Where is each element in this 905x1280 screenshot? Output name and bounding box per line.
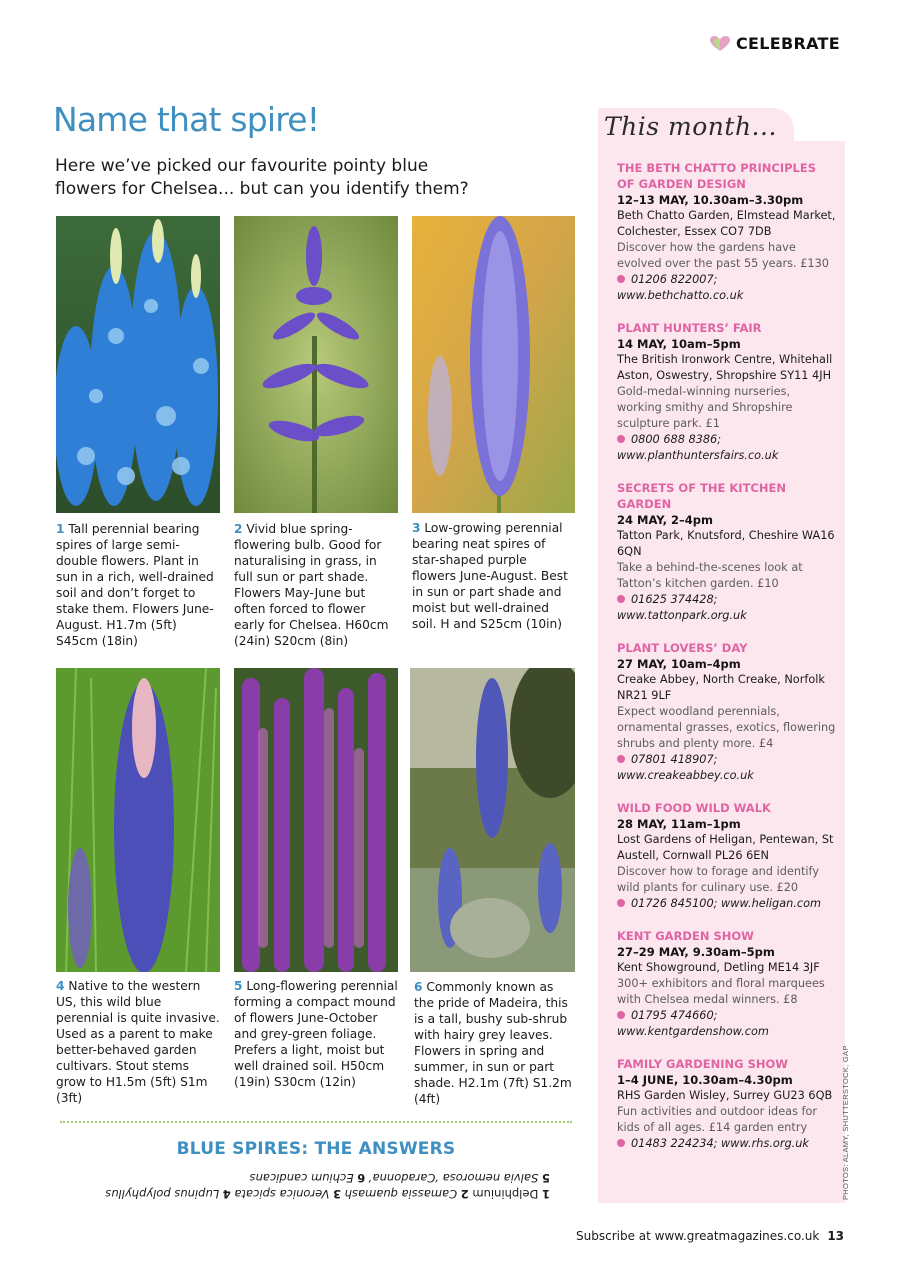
- heart-icon: [710, 36, 730, 52]
- caption-6: 6 Commonly known as the pride of Madeira, this is a tall, bushy sub-shrub with hairy grey leaves. Flowers in spring and summer, in sun or part shade. H2.1m (7ft) S1.2m (4ft): [414, 980, 572, 1106]
- intro-text: Here we’ve picked our favourite pointy blue flowers for Chelsea... but can you identify them?: [55, 156, 469, 199]
- event-contact[interactable]: 07801 418907; www.creakeabbey.co.uk: [617, 753, 754, 782]
- event-item: [617, 160, 837, 304]
- event-venue: Kent Showground, Detling ME14 3JF: [617, 961, 820, 974]
- bullet-dot-icon: [617, 755, 625, 763]
- event-contact[interactable]: 0800 688 8386; www.planthuntersfairs.co.uk: [617, 433, 779, 462]
- event-item: [617, 1056, 837, 1152]
- event-contact[interactable]: 01206 822007; www.bethchatto.co.uk: [617, 273, 744, 302]
- event-description: Gold-medal-winning nurseries, working smithy and Shropshire sculpture park. £1: [617, 385, 793, 430]
- event-venue: Creake Abbey, North Creake, Norfolk NR21 9LF: [617, 673, 825, 702]
- caption-2: 2 Vivid blue spring-flowering bulb. Good for naturalising in grass, in full sun or part shade. Flowers May-June but often forced to flower early for Chelsea. H60cm (24in) S20cm (8in): [234, 522, 389, 648]
- event-title: FAMILY GARDENING SHOW: [617, 1057, 788, 1071]
- event-title: KENT GARDEN SHOW: [617, 929, 754, 943]
- event-item: [617, 480, 837, 624]
- footer: [576, 1229, 844, 1243]
- event-title: WILD FOOD WILD WALK: [617, 801, 771, 815]
- photo-credits: PHOTOS: ALAMY, SHUTTERSTOCK, GAP: [841, 1045, 850, 1200]
- bullet-dot-icon: [617, 435, 625, 443]
- caption-3: 3 Low-growing perennial bearing neat spires of star-shaped purple flowers June-August. Best in sun or part shade and moist but well-drained soil. H and S25cm (10in): [412, 521, 568, 631]
- event-date: 12–13 MAY, 10.30am–3.30pm: [617, 193, 804, 207]
- delphinium-photo: [56, 216, 220, 513]
- event-item: [617, 800, 837, 912]
- event-description: Discover how the gardens have evolved over the past 55 years. £130: [617, 241, 829, 270]
- event-venue: Beth Chatto Garden, Elmstead Market, Colchester, Essex CO7 7DB: [617, 209, 836, 238]
- event-description: Take a behind-the-scenes look at Tatton’s kitchen garden. £10: [617, 561, 803, 590]
- section-label: CELEBRATE: [736, 34, 840, 53]
- event-item: [617, 928, 837, 1040]
- caption-1: 1 Tall perennial bearing spires of large semi-double flowers. Plant in sun in a rich, well-drained soil and don’t forget to stake them. Flowers June-August. H1.7m (5ft) S45cm (18in): [56, 522, 214, 648]
- subscribe-link[interactable]: Subscribe at www.greatmagazines.co.uk: [576, 1229, 820, 1243]
- event-title: PLANT HUNTERS’ FAIR: [617, 321, 762, 335]
- caption-5: 5 Long-flowering perennial forming a compact mound of flowers June-October and grey-green foliage. Prefers a light, moist but well drained soil. H50cm (19in) S30cm (12in): [234, 979, 398, 1089]
- event-date: 24 MAY, 2–4pm: [617, 513, 714, 527]
- page-number: 13: [827, 1229, 845, 1243]
- event-date: 27 MAY, 10am–4pm: [617, 657, 741, 671]
- echium-photo: [410, 668, 575, 972]
- camassia-photo: [234, 216, 398, 513]
- event-title: PLANT LOVERS’ DAY: [617, 641, 748, 655]
- section-tag: [710, 34, 840, 53]
- bullet-dot-icon: [617, 275, 625, 283]
- page-title: Name that spire!: [53, 100, 320, 139]
- divider: [60, 1121, 572, 1123]
- event-item: [617, 320, 837, 464]
- answers-heading: BLUE SPIRES: THE ANSWERS: [176, 1139, 456, 1159]
- event-date: 28 MAY, 11am–1pm: [617, 817, 741, 831]
- event-contact[interactable]: 01795 474660; www.kentgardenshow.com: [617, 1009, 769, 1038]
- event-title: SECRETS OF THE KITCHEN GARDEN: [617, 481, 786, 511]
- salvia-photo: [234, 668, 398, 972]
- event-description: Fun activities and outdoor ideas for kids of all ages. £14 garden entry: [617, 1105, 818, 1134]
- event-description: 300+ exhibitors and floral marquees with Chelsea medal winners. £8: [617, 977, 825, 1006]
- event-title: THE BETH CHATTO PRINCIPLES OF GARDEN DESIGN: [617, 161, 817, 191]
- event-contact[interactable]: 01726 845100; www.heligan.com: [617, 896, 837, 912]
- bullet-dot-icon: [617, 1139, 625, 1147]
- caption-4: 4 Native to the western US, this wild blue perennial is quite invasive. Used as a parent to make better-behaved garden cultivars. Stout stems grow to H1.5m (5ft) S1m (3ft): [56, 979, 220, 1105]
- event-contact[interactable]: 01483 224234; www.rhs.org.uk: [617, 1136, 837, 1152]
- bullet-dot-icon: [617, 899, 625, 907]
- bullet-dot-icon: [617, 1011, 625, 1019]
- event-description: Expect woodland perennials, ornamental grasses, exotics, flowering shrubs and plenty more. £4: [617, 705, 836, 750]
- event-date: 1–4 JUNE, 10.30am–4.30pm: [617, 1073, 793, 1087]
- event-date: 27–29 MAY, 9.30am–5pm: [617, 945, 775, 959]
- event-venue: Lost Gardens of Heligan, Pentewan, St Austell, Cornwall PL26 6EN: [617, 833, 834, 862]
- veronica-photo: [412, 216, 575, 513]
- event-venue: Tatton Park, Knutsford, Cheshire WA16 6QN: [617, 529, 835, 558]
- event-contact[interactable]: 01625 374428; www.tattonpark.org.uk: [617, 593, 747, 622]
- answers-upside-down: 1 Delphinium 2 Camassia quamash 3 Veronica spicata 4 Lupinus polyphyllus 5 Salvia nemorosa ‘Caradonna’ 6 Echium candicans: [105, 1171, 550, 1201]
- bullet-dot-icon: [617, 595, 625, 603]
- events-list: [617, 160, 837, 1168]
- event-item: [617, 640, 837, 784]
- event-venue: The British Ironwork Centre, Whitehall Aston, Oswestry, Shropshire SY11 4JH: [617, 353, 833, 382]
- event-venue: RHS Garden Wisley, Surrey GU23 6QB: [617, 1089, 833, 1102]
- event-description: Discover how to forage and identify wild plants for culinary use. £20: [617, 865, 820, 894]
- event-date: 14 MAY, 10am–5pm: [617, 337, 741, 351]
- panel-title: This month...: [604, 112, 777, 141]
- lupin-photo: [56, 668, 220, 972]
